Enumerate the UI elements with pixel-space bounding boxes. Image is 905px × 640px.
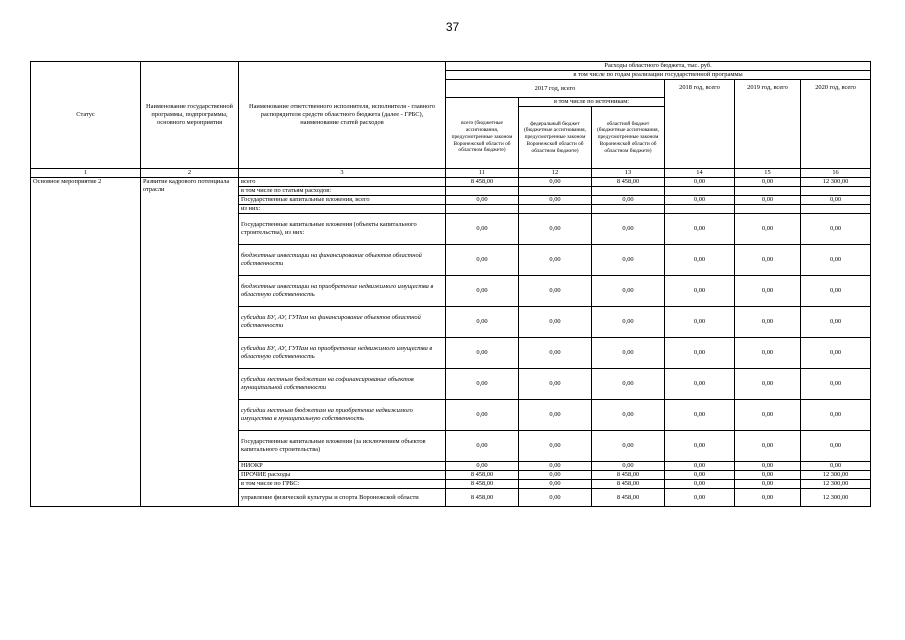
row-label: НИОКР [239, 462, 446, 471]
value-cell: 0,00 [801, 214, 871, 245]
value-cell: 0,00 [592, 214, 665, 245]
header-total-appropriations: всего (бюджетные ассигнования, предусмотренные законом Воронежской области об областном бюджете) [446, 107, 519, 169]
value-cell: 0,00 [592, 431, 665, 462]
value-cell: 0,00 [735, 276, 801, 307]
value-cell: 0,00 [446, 400, 519, 431]
page-number: 37 [445, 20, 460, 34]
budget-table [30, 61, 871, 507]
value-cell: 0,00 [665, 480, 735, 489]
row-label: управление физической культуры и спорта Воронежской области [239, 489, 446, 507]
value-cell: 8 458,00 [446, 178, 519, 187]
row-label: субсидии местным бюджетам на софинансирование объектов муниципальной собственности [239, 369, 446, 400]
value-cell: 0,00 [735, 431, 801, 462]
value-cell: 0,00 [735, 480, 801, 489]
value-cell: 0,00 [519, 400, 592, 431]
row-label: Государственные капитальные вложения (объекты капитального строительства), из них: [239, 214, 446, 245]
value-cell: 0,00 [801, 462, 871, 471]
col-number: 16 [801, 169, 871, 178]
value-cell: 0,00 [801, 369, 871, 400]
value-cell: 0,00 [519, 369, 592, 400]
row-label: Государственные капитальные вложения (за исключением объектов капитального строительства) [239, 431, 446, 462]
col-number: 1 [31, 169, 141, 178]
col-number: 12 [519, 169, 592, 178]
value-cell: 0,00 [665, 462, 735, 471]
row-label: бюджетные инвестиции на приобретение недвижимого имущества в областную собственность [239, 276, 446, 307]
header-year-2017: 2017 год, всего [446, 80, 665, 98]
col-number: 2 [141, 169, 239, 178]
value-cell [446, 205, 519, 214]
value-cell: 0,00 [446, 196, 519, 205]
value-cell: 0,00 [519, 431, 592, 462]
value-cell: 8 458,00 [446, 480, 519, 489]
value-cell: 0,00 [735, 338, 801, 369]
value-cell: 0,00 [519, 480, 592, 489]
header-status: Статус [31, 62, 141, 169]
value-cell: 8 458,00 [446, 471, 519, 480]
value-cell: 0,00 [735, 214, 801, 245]
value-cell: 0,00 [735, 245, 801, 276]
header-regional-budget: областной бюджет (бюджетные ассигнования, предусмотренные законом Воронежской области об областном бюджете) [592, 107, 665, 169]
value-cell: 0,00 [592, 196, 665, 205]
value-cell: 0,00 [519, 178, 592, 187]
value-cell: 0,00 [519, 462, 592, 471]
row-label: Государственные капитальные вложения, всего [239, 196, 446, 205]
header-federal-budget: федеральный бюджет (бюджетные ассигнования, предусмотренные законом Воронежской области об областном бюджете) [519, 107, 592, 169]
value-cell: 8 458,00 [592, 471, 665, 480]
value-cell [519, 187, 592, 196]
value-cell: 0,00 [592, 307, 665, 338]
value-cell: 12 300,00 [801, 471, 871, 480]
header-expenses-title: Расходы областного бюджета, тыс. руб. [446, 62, 871, 71]
row-label: в том числе по ГРБС: [239, 480, 446, 489]
header-program-name: Наименование государственной программы, подпрограммы, основного мероприятия [141, 62, 239, 169]
value-cell: 0,00 [801, 307, 871, 338]
value-cell: 0,00 [665, 369, 735, 400]
value-cell: 0,00 [519, 338, 592, 369]
col-number: 15 [735, 169, 801, 178]
value-cell [446, 187, 519, 196]
row-label: субсидии БУ, АУ, ГУПам на приобретение недвижимого имущества в областную собственность [239, 338, 446, 369]
value-cell: 0,00 [665, 489, 735, 507]
value-cell: 8 458,00 [592, 489, 665, 507]
header-by-years: в том числе по годам реализации государственной программы [446, 71, 871, 80]
row-label: субсидии БУ, АУ, ГУПам на финансирование объектов областной собственности [239, 307, 446, 338]
value-cell: 12 300,00 [801, 178, 871, 187]
value-cell: 12 300,00 [801, 489, 871, 507]
value-cell [801, 187, 871, 196]
value-cell: 0,00 [665, 178, 735, 187]
value-cell [665, 187, 735, 196]
header-year-2018: 2018 год, всего [665, 80, 735, 169]
value-cell: 0,00 [592, 400, 665, 431]
value-cell: 0,00 [801, 338, 871, 369]
value-cell: 0,00 [735, 307, 801, 338]
value-cell [519, 205, 592, 214]
value-cell: 0,00 [801, 431, 871, 462]
header-by-sources: в том числе по источникам: [519, 98, 665, 107]
row-label: ПРОЧИЕ расходы [239, 471, 446, 480]
value-cell: 0,00 [519, 214, 592, 245]
value-cell: 0,00 [735, 196, 801, 205]
value-cell: 0,00 [801, 276, 871, 307]
value-cell: 0,00 [665, 471, 735, 480]
value-cell: 0,00 [592, 338, 665, 369]
value-cell: 0,00 [446, 431, 519, 462]
value-cell [592, 187, 665, 196]
value-cell: 0,00 [519, 245, 592, 276]
value-cell: 0,00 [519, 489, 592, 507]
value-cell [735, 187, 801, 196]
row-label: из них: [239, 205, 446, 214]
value-cell: 8 458,00 [592, 178, 665, 187]
value-cell: 0,00 [665, 338, 735, 369]
value-cell: 0,00 [446, 276, 519, 307]
column-number-row [31, 169, 871, 178]
row-label: субсидии местным бюджетам на приобретение недвижимого имущества в муниципальную собственность [239, 400, 446, 431]
value-cell: 0,00 [592, 276, 665, 307]
value-cell: 0,00 [519, 307, 592, 338]
value-cell: 8 458,00 [446, 489, 519, 507]
value-cell [592, 205, 665, 214]
value-cell: 0,00 [446, 245, 519, 276]
value-cell: 0,00 [592, 245, 665, 276]
status-cell: Основное мероприятие 2 [31, 178, 141, 507]
value-cell: 0,00 [446, 338, 519, 369]
value-cell: 0,00 [592, 369, 665, 400]
value-cell: 0,00 [665, 196, 735, 205]
value-cell: 0,00 [801, 196, 871, 205]
value-cell: 0,00 [446, 369, 519, 400]
value-cell [735, 205, 801, 214]
table-row [31, 178, 871, 187]
col-number: 13 [592, 169, 665, 178]
program-cell: Развитие кадрового потенциала отрасли [141, 178, 239, 507]
value-cell: 0,00 [519, 276, 592, 307]
value-cell: 0,00 [519, 196, 592, 205]
value-cell: 0,00 [801, 400, 871, 431]
value-cell: 0,00 [665, 307, 735, 338]
col-number: 3 [239, 169, 446, 178]
value-cell: 0,00 [735, 178, 801, 187]
value-cell: 0,00 [735, 462, 801, 471]
value-cell: 8 458,00 [592, 480, 665, 489]
value-cell: 0,00 [592, 462, 665, 471]
col-number: 11 [446, 169, 519, 178]
value-cell: 0,00 [446, 307, 519, 338]
row-label: бюджетные инвестиции на финансирование объектов областной собственности [239, 245, 446, 276]
header-year-2019: 2019 год, всего [735, 80, 801, 169]
value-cell: 0,00 [665, 276, 735, 307]
value-cell: 0,00 [446, 214, 519, 245]
value-cell: 0,00 [801, 245, 871, 276]
value-cell: 0,00 [735, 369, 801, 400]
header-year-2020: 2020 год, всего [801, 80, 871, 169]
col-number: 14 [665, 169, 735, 178]
row-label: в том числе по статьям расходов: [239, 187, 446, 196]
value-cell: 0,00 [665, 214, 735, 245]
value-cell: 0,00 [665, 245, 735, 276]
value-cell: 0,00 [665, 400, 735, 431]
value-cell: 0,00 [519, 471, 592, 480]
row-label: всего [239, 178, 446, 187]
value-cell: 0,00 [446, 462, 519, 471]
value-cell: 0,00 [735, 471, 801, 480]
value-cell [801, 205, 871, 214]
value-cell: 12 300,00 [801, 480, 871, 489]
value-cell: 0,00 [665, 431, 735, 462]
value-cell [665, 205, 735, 214]
value-cell: 0,00 [735, 400, 801, 431]
value-cell: 0,00 [735, 489, 801, 507]
header-executor-name: Наименование ответственного исполнителя, исполнителя - главного распорядителя средств областного бюджета (далее - ГРБС), наименование статей расходов [239, 62, 446, 169]
